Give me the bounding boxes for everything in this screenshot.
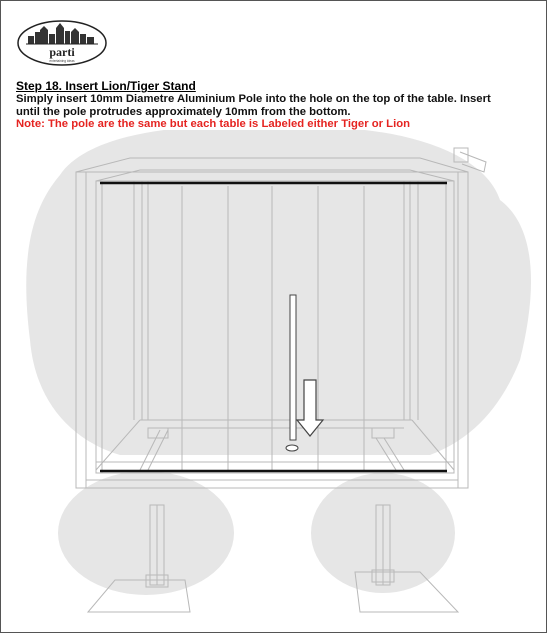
table-assembly-drawing xyxy=(0,130,547,633)
aluminium-pole xyxy=(290,295,296,440)
step-note: Note: The pole are the same but each table is Labeled either Tiger or Lion xyxy=(16,118,411,130)
step-instruction-line-1: Simply insert 10mm Diametre Aluminium Pole into the hole on the top of the table. Insert xyxy=(16,93,491,105)
parti-logo xyxy=(16,18,108,68)
logo-tagline: entertaining ideas xyxy=(49,59,75,63)
step-title: Step 18. Insert Lion/Tiger Stand xyxy=(16,79,196,93)
step-instruction-line-2: until the pole protrudes approximately 10mm from the bottom. xyxy=(16,105,351,118)
pole-hole xyxy=(286,445,298,451)
logo-brand: parti xyxy=(49,45,75,59)
instruction-block xyxy=(16,80,536,131)
